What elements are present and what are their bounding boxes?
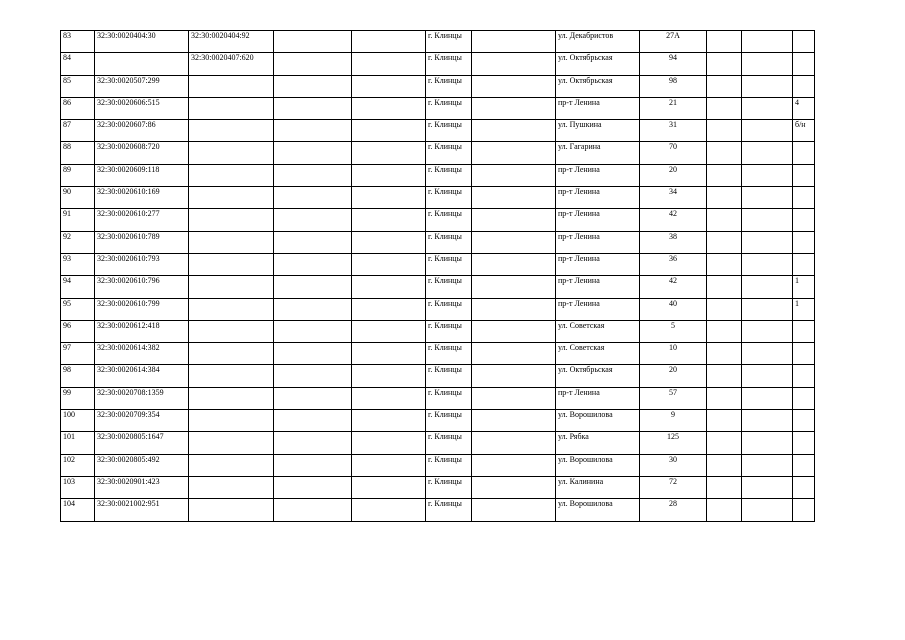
- empty-cell: [742, 231, 793, 253]
- extra-number-cell: [793, 476, 815, 498]
- street-cell: пр-т Ленина: [556, 298, 640, 320]
- empty-cell: [472, 298, 556, 320]
- empty-cell: [742, 53, 793, 75]
- empty-cell: [472, 53, 556, 75]
- empty-cell: [274, 75, 352, 97]
- cadastral-number-cell: 32:30:0020614:382: [95, 343, 189, 365]
- empty-cell: [707, 476, 742, 498]
- empty-cell: [707, 209, 742, 231]
- street-cell: ул. Пушкина: [556, 120, 640, 142]
- empty-cell: [707, 343, 742, 365]
- row-number-cell: 83: [61, 31, 95, 53]
- second-cadastral-number-cell: [189, 320, 274, 342]
- cadastral-number-cell: 32:30:0020507:299: [95, 75, 189, 97]
- empty-cell: [274, 410, 352, 432]
- house-number-cell: 30: [640, 454, 707, 476]
- row-number-cell: 96: [61, 320, 95, 342]
- empty-cell: [352, 432, 426, 454]
- city-cell: г. Клинцы: [426, 209, 472, 231]
- table-row: [61, 365, 815, 387]
- empty-cell: [742, 298, 793, 320]
- extra-number-cell: б/н: [793, 120, 815, 142]
- empty-cell: [472, 343, 556, 365]
- empty-cell: [352, 298, 426, 320]
- empty-cell: [352, 209, 426, 231]
- house-number-cell: 72: [640, 476, 707, 498]
- table-row: [61, 53, 815, 75]
- table-row: [61, 432, 815, 454]
- street-cell: пр-т Ленина: [556, 209, 640, 231]
- house-number-cell: 21: [640, 97, 707, 119]
- empty-cell: [352, 387, 426, 409]
- city-cell: г. Клинцы: [426, 320, 472, 342]
- empty-cell: [274, 31, 352, 53]
- house-number-cell: 125: [640, 432, 707, 454]
- cadastral-number-cell: 32:30:0020610:796: [95, 276, 189, 298]
- street-cell: ул. Октябрьская: [556, 365, 640, 387]
- address-registry-table: [60, 30, 815, 522]
- table-row: [61, 120, 815, 142]
- extra-number-cell: [793, 320, 815, 342]
- street-cell: ул. Советская: [556, 320, 640, 342]
- empty-cell: [472, 142, 556, 164]
- empty-cell: [742, 97, 793, 119]
- extra-number-cell: [793, 365, 815, 387]
- table-row: [61, 187, 815, 209]
- house-number-cell: 34: [640, 187, 707, 209]
- empty-cell: [472, 410, 556, 432]
- empty-cell: [274, 97, 352, 119]
- empty-cell: [274, 164, 352, 186]
- empty-cell: [707, 120, 742, 142]
- second-cadastral-number-cell: [189, 187, 274, 209]
- row-number-cell: 87: [61, 120, 95, 142]
- empty-cell: [274, 276, 352, 298]
- house-number-cell: 38: [640, 231, 707, 253]
- empty-cell: [352, 97, 426, 119]
- table-row: [61, 476, 815, 498]
- second-cadastral-number-cell: [189, 432, 274, 454]
- empty-cell: [707, 142, 742, 164]
- empty-cell: [472, 320, 556, 342]
- empty-cell: [707, 164, 742, 186]
- city-cell: г. Клинцы: [426, 31, 472, 53]
- house-number-cell: 9: [640, 410, 707, 432]
- cadastral-number-cell: 32:30:0020612:418: [95, 320, 189, 342]
- row-number-cell: 86: [61, 97, 95, 119]
- street-cell: ул. Октябрьская: [556, 75, 640, 97]
- empty-cell: [707, 97, 742, 119]
- city-cell: г. Клинцы: [426, 432, 472, 454]
- row-number-cell: 98: [61, 365, 95, 387]
- second-cadastral-number-cell: [189, 142, 274, 164]
- empty-cell: [352, 75, 426, 97]
- table-row: [61, 454, 815, 476]
- cadastral-number-cell: 32:30:0020709:354: [95, 410, 189, 432]
- table-row: [61, 410, 815, 432]
- empty-cell: [742, 365, 793, 387]
- city-cell: г. Клинцы: [426, 276, 472, 298]
- empty-cell: [742, 343, 793, 365]
- city-cell: г. Клинцы: [426, 253, 472, 275]
- empty-cell: [707, 432, 742, 454]
- empty-cell: [352, 343, 426, 365]
- extra-number-cell: [793, 387, 815, 409]
- street-cell: ул. Декабристов: [556, 31, 640, 53]
- empty-cell: [274, 120, 352, 142]
- city-cell: г. Клинцы: [426, 97, 472, 119]
- city-cell: г. Клинцы: [426, 75, 472, 97]
- row-number-cell: 89: [61, 164, 95, 186]
- house-number-cell: 42: [640, 209, 707, 231]
- table-row: [61, 31, 815, 53]
- empty-cell: [707, 75, 742, 97]
- street-cell: пр-т Ленина: [556, 97, 640, 119]
- cadastral-number-cell: [95, 53, 189, 75]
- empty-cell: [352, 164, 426, 186]
- city-cell: г. Клинцы: [426, 343, 472, 365]
- house-number-cell: 98: [640, 75, 707, 97]
- house-number-cell: 42: [640, 276, 707, 298]
- empty-cell: [707, 253, 742, 275]
- table-row: [61, 97, 815, 119]
- empty-cell: [274, 476, 352, 498]
- empty-cell: [352, 142, 426, 164]
- extra-number-cell: 1: [793, 276, 815, 298]
- cadastral-number-cell: 32:30:0020901:423: [95, 476, 189, 498]
- city-cell: г. Клинцы: [426, 476, 472, 498]
- empty-cell: [274, 320, 352, 342]
- house-number-cell: 28: [640, 499, 707, 521]
- empty-cell: [742, 120, 793, 142]
- street-cell: ул. Ворошилова: [556, 410, 640, 432]
- empty-cell: [274, 298, 352, 320]
- empty-cell: [352, 499, 426, 521]
- extra-number-cell: [793, 253, 815, 275]
- city-cell: г. Клинцы: [426, 454, 472, 476]
- street-cell: ул. Ворошилова: [556, 499, 640, 521]
- house-number-cell: 27А: [640, 31, 707, 53]
- second-cadastral-number-cell: [189, 365, 274, 387]
- empty-cell: [352, 31, 426, 53]
- empty-cell: [707, 31, 742, 53]
- table-row: [61, 142, 815, 164]
- empty-cell: [274, 454, 352, 476]
- table-body: [61, 31, 815, 522]
- row-number-cell: 102: [61, 454, 95, 476]
- empty-cell: [274, 53, 352, 75]
- empty-cell: [472, 231, 556, 253]
- empty-cell: [472, 164, 556, 186]
- empty-cell: [274, 142, 352, 164]
- empty-cell: [742, 75, 793, 97]
- second-cadastral-number-cell: 32:30:0020407:620: [189, 53, 274, 75]
- empty-cell: [742, 253, 793, 275]
- empty-cell: [274, 387, 352, 409]
- street-cell: ул. Рябка: [556, 432, 640, 454]
- empty-cell: [352, 454, 426, 476]
- empty-cell: [472, 276, 556, 298]
- city-cell: г. Клинцы: [426, 142, 472, 164]
- row-number-cell: 95: [61, 298, 95, 320]
- empty-cell: [707, 231, 742, 253]
- extra-number-cell: [793, 164, 815, 186]
- empty-cell: [707, 298, 742, 320]
- city-cell: г. Клинцы: [426, 231, 472, 253]
- extra-number-cell: [793, 454, 815, 476]
- cadastral-number-cell: 32:30:0020805:1647: [95, 432, 189, 454]
- empty-cell: [472, 253, 556, 275]
- house-number-cell: 70: [640, 142, 707, 164]
- cadastral-number-cell: 32:30:0020610:277: [95, 209, 189, 231]
- empty-cell: [742, 476, 793, 498]
- second-cadastral-number-cell: [189, 476, 274, 498]
- city-cell: г. Клинцы: [426, 387, 472, 409]
- extra-number-cell: [793, 410, 815, 432]
- extra-number-cell: [793, 343, 815, 365]
- cadastral-number-cell: 32:30:0020610:169: [95, 187, 189, 209]
- street-cell: ул. Советская: [556, 343, 640, 365]
- street-cell: ул. Ворошилова: [556, 454, 640, 476]
- street-cell: пр-т Ленина: [556, 276, 640, 298]
- table-row: [61, 298, 815, 320]
- house-number-cell: 40: [640, 298, 707, 320]
- empty-cell: [742, 142, 793, 164]
- second-cadastral-number-cell: [189, 231, 274, 253]
- empty-cell: [472, 187, 556, 209]
- second-cadastral-number-cell: [189, 499, 274, 521]
- extra-number-cell: [793, 142, 815, 164]
- extra-number-cell: [793, 432, 815, 454]
- extra-number-cell: [793, 187, 815, 209]
- cadastral-number-cell: 32:30:0021002:951: [95, 499, 189, 521]
- empty-cell: [472, 75, 556, 97]
- house-number-cell: 94: [640, 53, 707, 75]
- second-cadastral-number-cell: [189, 97, 274, 119]
- empty-cell: [472, 209, 556, 231]
- empty-cell: [742, 276, 793, 298]
- cadastral-number-cell: 32:30:0020610:793: [95, 253, 189, 275]
- empty-cell: [352, 120, 426, 142]
- street-cell: ул. Калинина: [556, 476, 640, 498]
- street-cell: пр-т Ленина: [556, 387, 640, 409]
- house-number-cell: 31: [640, 120, 707, 142]
- street-cell: пр-т Ленина: [556, 164, 640, 186]
- cadastral-number-cell: 32:30:0020608:720: [95, 142, 189, 164]
- row-number-cell: 100: [61, 410, 95, 432]
- extra-number-cell: [793, 53, 815, 75]
- extra-number-cell: [793, 231, 815, 253]
- empty-cell: [742, 31, 793, 53]
- city-cell: г. Клинцы: [426, 120, 472, 142]
- empty-cell: [742, 410, 793, 432]
- empty-cell: [352, 410, 426, 432]
- city-cell: г. Клинцы: [426, 410, 472, 432]
- row-number-cell: 90: [61, 187, 95, 209]
- row-number-cell: 88: [61, 142, 95, 164]
- extra-number-cell: 4: [793, 97, 815, 119]
- empty-cell: [742, 164, 793, 186]
- empty-cell: [352, 253, 426, 275]
- empty-cell: [472, 454, 556, 476]
- row-number-cell: 94: [61, 276, 95, 298]
- table-row: [61, 387, 815, 409]
- city-cell: г. Клинцы: [426, 53, 472, 75]
- row-number-cell: 84: [61, 53, 95, 75]
- empty-cell: [472, 387, 556, 409]
- street-cell: пр-т Ленина: [556, 187, 640, 209]
- city-cell: г. Клинцы: [426, 298, 472, 320]
- empty-cell: [707, 454, 742, 476]
- street-cell: пр-т Ленина: [556, 253, 640, 275]
- cadastral-number-cell: 32:30:0020609:118: [95, 164, 189, 186]
- empty-cell: [352, 365, 426, 387]
- second-cadastral-number-cell: [189, 164, 274, 186]
- table-row: [61, 164, 815, 186]
- extra-number-cell: 1: [793, 298, 815, 320]
- cadastral-number-cell: 32:30:0020606:515: [95, 97, 189, 119]
- second-cadastral-number-cell: [189, 298, 274, 320]
- empty-cell: [274, 231, 352, 253]
- row-number-cell: 99: [61, 387, 95, 409]
- table-row: [61, 276, 815, 298]
- row-number-cell: 85: [61, 75, 95, 97]
- empty-cell: [742, 209, 793, 231]
- empty-cell: [707, 365, 742, 387]
- empty-cell: [472, 499, 556, 521]
- empty-cell: [742, 432, 793, 454]
- second-cadastral-number-cell: [189, 253, 274, 275]
- empty-cell: [707, 320, 742, 342]
- street-cell: ул. Гагарина: [556, 142, 640, 164]
- second-cadastral-number-cell: [189, 276, 274, 298]
- empty-cell: [707, 276, 742, 298]
- empty-cell: [707, 387, 742, 409]
- empty-cell: [707, 499, 742, 521]
- empty-cell: [352, 320, 426, 342]
- empty-cell: [352, 53, 426, 75]
- second-cadastral-number-cell: [189, 410, 274, 432]
- row-number-cell: 91: [61, 209, 95, 231]
- house-number-cell: 10: [640, 343, 707, 365]
- row-number-cell: 104: [61, 499, 95, 521]
- empty-cell: [742, 387, 793, 409]
- empty-cell: [274, 209, 352, 231]
- empty-cell: [742, 320, 793, 342]
- empty-cell: [472, 365, 556, 387]
- cadastral-number-cell: 32:30:0020607:86: [95, 120, 189, 142]
- empty-cell: [274, 343, 352, 365]
- cadastral-number-cell: 32:30:0020708:1359: [95, 387, 189, 409]
- empty-cell: [472, 432, 556, 454]
- row-number-cell: 97: [61, 343, 95, 365]
- extra-number-cell: [793, 499, 815, 521]
- house-number-cell: 36: [640, 253, 707, 275]
- empty-cell: [472, 97, 556, 119]
- cadastral-number-cell: 32:30:0020610:789: [95, 231, 189, 253]
- empty-cell: [274, 365, 352, 387]
- second-cadastral-number-cell: [189, 454, 274, 476]
- city-cell: г. Клинцы: [426, 365, 472, 387]
- empty-cell: [707, 410, 742, 432]
- table-row: [61, 75, 815, 97]
- empty-cell: [742, 454, 793, 476]
- empty-cell: [274, 253, 352, 275]
- second-cadastral-number-cell: [189, 75, 274, 97]
- city-cell: г. Клинцы: [426, 164, 472, 186]
- house-number-cell: 20: [640, 365, 707, 387]
- street-cell: ул. Октябрьская: [556, 53, 640, 75]
- row-number-cell: 101: [61, 432, 95, 454]
- table-row: [61, 209, 815, 231]
- empty-cell: [742, 187, 793, 209]
- second-cadastral-number-cell: [189, 209, 274, 231]
- empty-cell: [274, 187, 352, 209]
- house-number-cell: 20: [640, 164, 707, 186]
- extra-number-cell: [793, 31, 815, 53]
- table-row: [61, 253, 815, 275]
- row-number-cell: 93: [61, 253, 95, 275]
- city-cell: г. Клинцы: [426, 499, 472, 521]
- empty-cell: [352, 276, 426, 298]
- cadastral-number-cell: 32:30:0020614:384: [95, 365, 189, 387]
- table-row: [61, 499, 815, 521]
- row-number-cell: 92: [61, 231, 95, 253]
- empty-cell: [274, 432, 352, 454]
- street-cell: пр-т Ленина: [556, 231, 640, 253]
- empty-cell: [707, 187, 742, 209]
- row-number-cell: 103: [61, 476, 95, 498]
- extra-number-cell: [793, 75, 815, 97]
- cadastral-number-cell: 32:30:0020610:799: [95, 298, 189, 320]
- empty-cell: [352, 476, 426, 498]
- extra-number-cell: [793, 209, 815, 231]
- empty-cell: [274, 499, 352, 521]
- house-number-cell: 57: [640, 387, 707, 409]
- cadastral-number-cell: 32:30:0020805:492: [95, 454, 189, 476]
- table-row: [61, 320, 815, 342]
- table-row: [61, 231, 815, 253]
- empty-cell: [472, 120, 556, 142]
- second-cadastral-number-cell: [189, 343, 274, 365]
- empty-cell: [352, 187, 426, 209]
- table-row: [61, 343, 815, 365]
- second-cadastral-number-cell: 32:30:0020404:92: [189, 31, 274, 53]
- city-cell: г. Клинцы: [426, 187, 472, 209]
- second-cadastral-number-cell: [189, 387, 274, 409]
- house-number-cell: 5: [640, 320, 707, 342]
- second-cadastral-number-cell: [189, 120, 274, 142]
- empty-cell: [472, 31, 556, 53]
- empty-cell: [742, 499, 793, 521]
- empty-cell: [472, 476, 556, 498]
- empty-cell: [352, 231, 426, 253]
- empty-cell: [707, 53, 742, 75]
- cadastral-number-cell: 32:30:0020404:30: [95, 31, 189, 53]
